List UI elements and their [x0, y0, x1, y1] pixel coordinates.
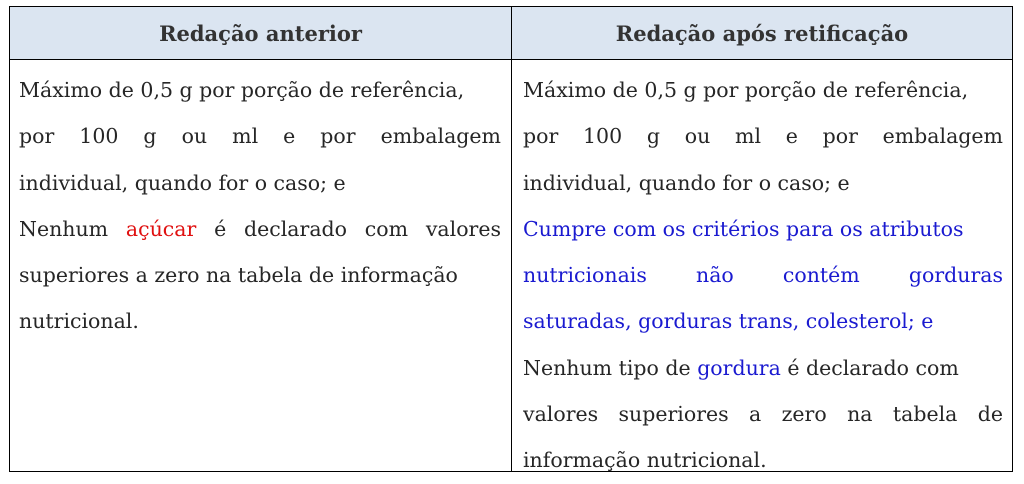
- text-line: por 100 g ou ml e por embalagem: [523, 124, 1003, 149]
- added-text-line: saturadas, gorduras trans, colesterol; e: [523, 309, 934, 334]
- text-segment: é declarado com: [780, 355, 959, 380]
- text-line: [523, 345, 1003, 391]
- text-line: Máximo de 0,5 g por porção de referência,: [19, 78, 465, 102]
- text-line: Máximo de 0,5 g por porção de referência,: [523, 78, 969, 102]
- text-line: superiores a zero na tabela de informação: [19, 263, 458, 288]
- text-line: individual, quando for o caso; e: [19, 170, 346, 195]
- added-text-line: nutricionais não contém gorduras: [523, 263, 1003, 288]
- previous-wording-cell: [19, 67, 501, 345]
- text-line: valores superiores a zero na tabela de: [523, 402, 1003, 427]
- text-line: individual, quando for o caso; e: [523, 170, 850, 195]
- comparison-table: [9, 6, 1013, 472]
- highlight-acucar: açúcar: [125, 216, 197, 241]
- added-text-line: Cumpre com os critérios para os atributos: [523, 216, 964, 241]
- header-previous-wording: Redação anterior: [159, 20, 362, 46]
- corrected-wording-cell: [523, 67, 1003, 484]
- text-segment: é declarado com valores: [196, 216, 501, 241]
- text-segment: Nenhum: [19, 216, 126, 241]
- text-segment: Nenhum tipo de: [523, 355, 698, 380]
- text-line: [19, 206, 501, 252]
- text-line: informação nutricional.: [523, 448, 767, 473]
- highlight-gordura: gordura: [697, 355, 781, 380]
- header-corrected-wording: Redação após retificação: [615, 20, 909, 46]
- text-line: por 100 g ou ml e por embalagem: [19, 124, 501, 149]
- text-line: nutricional.: [19, 309, 139, 334]
- column-divider: [511, 7, 512, 471]
